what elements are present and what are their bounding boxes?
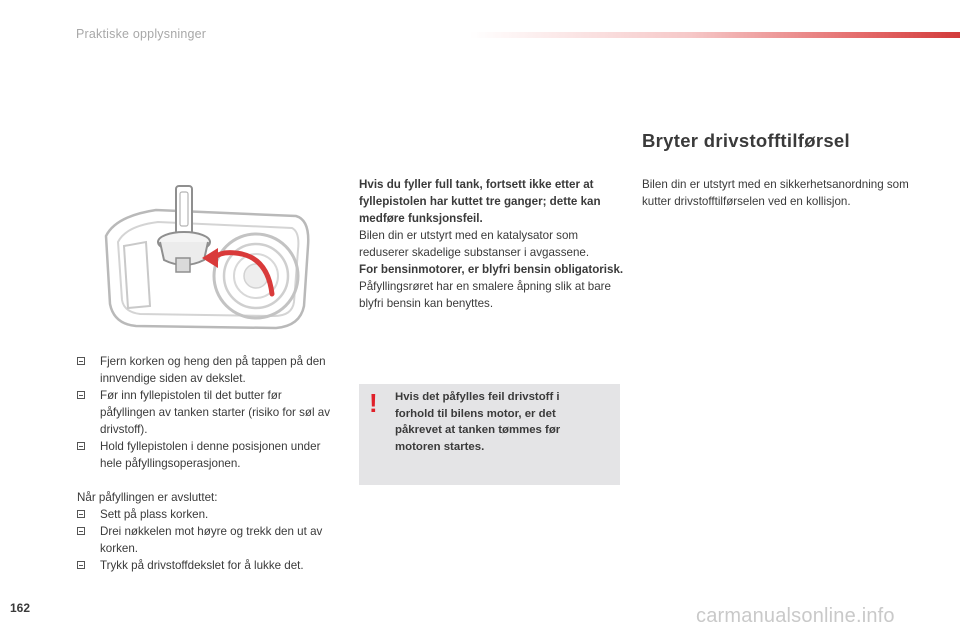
- fuel-info-column: [359, 176, 624, 312]
- list-item: Hold fyllepistolen i denne posisjonen under hele påfyllingsoperasjonen.: [77, 438, 339, 472]
- after-refuel-intro: Når påfyllingen er avsluttet:: [77, 491, 218, 504]
- fuel-cap-key-diagram-icon: [96, 176, 316, 336]
- catalyst-note: Bilen din er utstyrt med en katalysator som reduserer skadelige substanser i avgassene.: [359, 229, 590, 259]
- filler-pipe-note: Påfyllingsrøret har en smalere åpning slik at bare blyfri bensin kan benyttes.: [359, 280, 611, 310]
- wrong-fuel-warning-box: [359, 384, 620, 485]
- checkbox-bullet-icon: [77, 510, 85, 518]
- warning-exclamation-icon: !: [369, 388, 378, 418]
- checkbox-bullet-icon: [77, 442, 85, 450]
- unleaded-required-note: For bensinmotorer, er blyfri bensin obligatorisk.: [359, 263, 624, 276]
- section-heading: Bryter drivstofftilførsel: [642, 130, 850, 151]
- fuel-cutoff-description: Bilen din er utstyrt med en sikkerhetsanordning som kutter drivstofftilførselen ved en kollisjon.: [642, 178, 909, 208]
- checkbox-bullet-icon: [77, 391, 85, 399]
- list-item: Drei nøkkelen mot høyre og trekk den ut av korken.: [77, 523, 339, 557]
- checkbox-bullet-icon: [77, 527, 85, 535]
- list-item: Trykk på drivstoffdekslet for å lukke det.: [77, 557, 339, 574]
- page-number: 162: [10, 601, 31, 615]
- refuel-steps-list: [77, 353, 339, 472]
- list-item: Fjern korken og heng den på tappen på den innvendige siden av dekslet.: [77, 353, 339, 387]
- full-tank-note: Hvis du fyller full tank, fortsett ikke etter at fyllepistolen har kuttet tre ganger; dette kan medføre funksjonsfeil.: [359, 178, 601, 225]
- list-item: Før inn fyllepistolen til det butter før påfyllingen av tanken starter (risiko for søl av drivstoff).: [77, 387, 339, 438]
- watermark-text: carmanualsonline.info: [696, 605, 895, 627]
- checkbox-bullet-icon: [77, 357, 85, 365]
- page-section-title: Praktiske opplysninger: [76, 27, 207, 41]
- list-item: Sett på plass korken.: [77, 506, 339, 523]
- after-refuel-steps-list: [77, 506, 339, 574]
- warning-text: Hvis det påfylles feil drivstoff i forhold til bilens motor, er det påkrevet at tanken tømmes før motoren startes.: [395, 391, 561, 453]
- header-accent-bar: [470, 32, 960, 38]
- checkbox-bullet-icon: [77, 561, 85, 569]
